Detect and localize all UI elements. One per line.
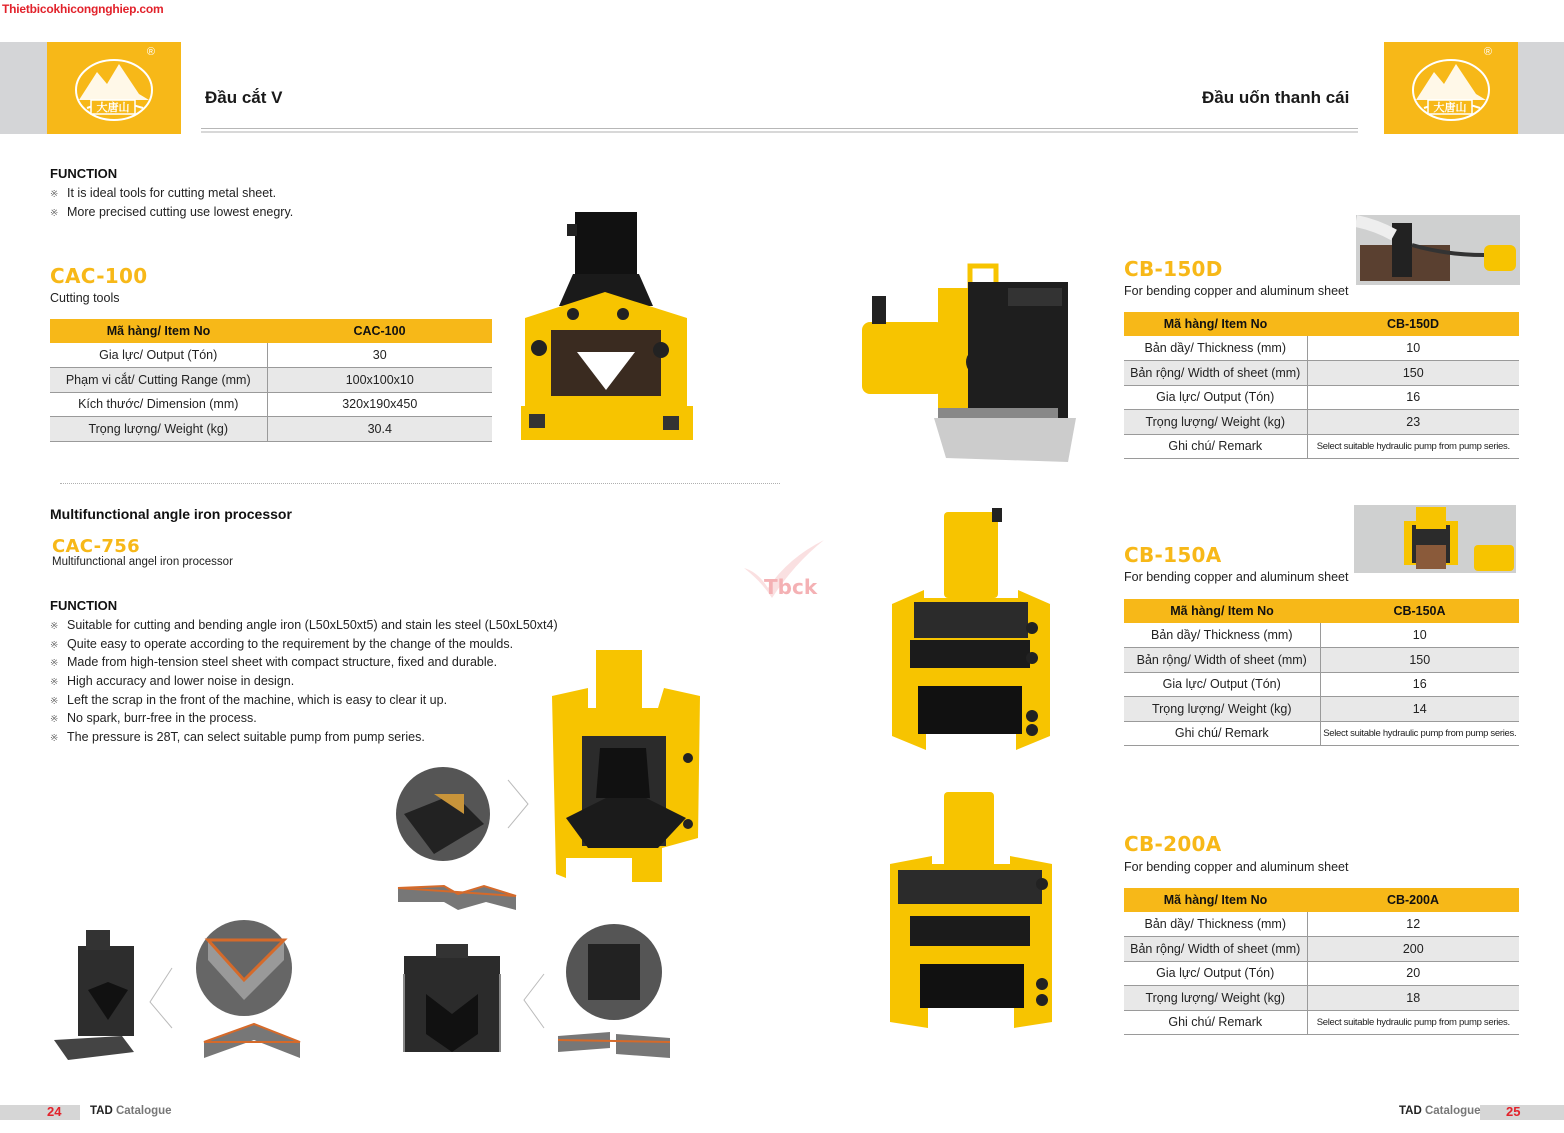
- cb150d-usage-image: [1356, 215, 1520, 285]
- footer-bar-left: [0, 1105, 80, 1120]
- cac100-product-image: [515, 210, 695, 450]
- multi-heading: Multifunctional angle iron processor: [50, 506, 292, 522]
- model-subtitle-cb200a: For bending copper and aluminum sheet: [1124, 860, 1349, 874]
- mountain-logo-icon: [69, 50, 159, 128]
- table-row: Bản rộng/ Width of sheet (mm) 150: [1124, 361, 1519, 386]
- model-title-cac100: CAC-100: [50, 264, 148, 288]
- table-row: Gia lực/ Output (Tón) 20: [1124, 961, 1519, 986]
- bullet-icon: ※: [50, 639, 59, 651]
- mountain-logo-icon: [1406, 50, 1496, 128]
- list-item: ※ Suitable for cutting and bending angle iron (L50xL50xt5) and stain les steel (L50xL50xt4): [50, 616, 558, 635]
- table-row: Gia lực/ Output (Tón) 16: [1124, 672, 1519, 697]
- brand-logo-right: ® 大唐山: [1384, 42, 1518, 134]
- list-item: ※ More precised cutting use lowest enegry.: [50, 203, 293, 222]
- table-row: Bản dầy/ Thickness (mm) 10: [1124, 336, 1519, 361]
- table-row: Phạm vi cắt/ Cutting Range (mm) 100x100x10: [50, 368, 492, 393]
- function-heading-2: FUNCTION: [50, 598, 118, 613]
- bullet-icon: ※: [50, 677, 59, 689]
- right-section-title: Đầu uốn thanh cái: [1202, 88, 1350, 107]
- table-row: Ghi chú/ Remark Select suitable hydraulic pump from pump series.: [1124, 721, 1519, 746]
- header-band-left: [0, 42, 47, 134]
- table-row: Ghi chú/ Remark Select suitable hydraulic pump from pump series.: [1124, 434, 1519, 459]
- model-subtitle-cb150a: For bending copper and aluminum sheet: [1124, 570, 1349, 584]
- table-row: Bản dầy/ Thickness (mm) 10: [1124, 623, 1519, 648]
- spec-table-cb150a: Mã hàng/ Item No CB-150A Bản dầy/ Thickness (mm) 10 Bản rộng/ Width of sheet (mm) 150 Gia lực/ Output (Tón) 16 Trọng lượng/ Weight (kg) 14 Ghi chú/ Remark Select suitable hydraulic pump from pump series.: [1124, 599, 1519, 746]
- cac756-detail-cutting: [394, 764, 540, 914]
- table-row: Gia lực/ Output (Tón) 16: [1124, 385, 1519, 410]
- cb150a-usage-image: [1354, 505, 1516, 573]
- list-item: ※ No spark, burr-free in the process.: [50, 709, 558, 728]
- title-divider: [201, 128, 1358, 133]
- model-title-cb200a: CB-200A: [1124, 832, 1222, 856]
- cac756-product-image: [548, 648, 704, 886]
- table-row: Gia lực/ Output (Tón) 30: [50, 343, 492, 368]
- cb200a-product-image: [886, 788, 1056, 1034]
- table-row: Trọng lượng/ Weight (kg) 18: [1124, 986, 1519, 1011]
- table-row: Bản rộng/ Width of sheet (mm) 150: [1124, 648, 1519, 673]
- model-title-cb150a: CB-150A: [1124, 543, 1222, 567]
- page-number-right: 25: [1506, 1104, 1521, 1119]
- brand-logo-left: ® 大唐山: [47, 42, 181, 134]
- logo-text: 大唐山: [1433, 101, 1467, 114]
- function-list: [50, 184, 293, 221]
- cac756-bending-detail: [48, 920, 304, 1070]
- footer-catalogue-left: TAD Catalogue: [90, 1105, 172, 1117]
- list-item: ※ Made from high-tension steel sheet with compact structure, fixed and durable.: [50, 653, 558, 672]
- section-divider: [60, 483, 780, 484]
- footer-bar-right: [1480, 1105, 1564, 1120]
- page-number-left: 24: [47, 1104, 62, 1119]
- list-item: ※ Left the scrap in the front of the machine, which is easy to clear it up.: [50, 691, 558, 710]
- table-row: Trọng lượng/ Weight (kg) 14: [1124, 697, 1519, 722]
- spec-table-cb150d: Mã hàng/ Item No CB-150D Bản dầy/ Thickness (mm) 10 Bản rộng/ Width of sheet (mm) 150 Gia lực/ Output (Tón) 16 Trọng lượng/ Weight (kg) 23 Ghi chú/ Remark Select suitable hydraulic pump from pump series.: [1124, 312, 1519, 459]
- bullet-icon: ※: [50, 658, 59, 670]
- bullet-icon: ※: [50, 714, 59, 726]
- header-band-right: [1518, 42, 1564, 134]
- table-row: Ghi chú/ Remark Select suitable hydraulic pump from pump series.: [1124, 1010, 1519, 1035]
- bullet-icon: ※: [50, 733, 59, 745]
- spec-table-cac100: Mã hàng/ Item No CAC-100 Gia lực/ Output (Tón) 30 Phạm vi cắt/ Cutting Range (mm) 100x100x10 Kích thước/ Dimension (mm) 320x190x450 Trọng lượng/ Weight (kg) 30.4: [50, 319, 492, 442]
- model-subtitle-cac756: Multifunctional angel iron processor: [52, 556, 233, 568]
- model-subtitle-cac100: Cutting tools: [50, 291, 120, 305]
- list-item: ※ High accuracy and lower noise in design.: [50, 672, 558, 691]
- list-item: ※ It is ideal tools for cutting metal sheet.: [50, 184, 293, 203]
- list-item: ※ The pressure is 28T, can select suitable pump from pump series.: [50, 728, 558, 747]
- function-heading: FUNCTION: [50, 166, 118, 181]
- left-section-title: Đầu cắt V: [205, 88, 283, 107]
- model-title-cb150d: CB-150D: [1124, 257, 1223, 281]
- table-row: Bản rộng/ Width of sheet (mm) 200: [1124, 937, 1519, 962]
- table-row: Trọng lượng/ Weight (kg) 23: [1124, 410, 1519, 435]
- table-row: Trọng lượng/ Weight (kg) 30.4: [50, 417, 492, 442]
- cb150a-product-image: [888, 504, 1054, 756]
- svg-text:Tbck: Tbck: [764, 575, 818, 599]
- tbck-watermark-logo: [738, 538, 830, 600]
- bullet-icon: ※: [50, 695, 59, 707]
- footer-catalogue-right: TAD Catalogue: [1399, 1105, 1481, 1117]
- site-watermark: Thietbicokhicongnghiep.com: [2, 2, 164, 16]
- table-row: Bản dầy/ Thickness (mm) 12: [1124, 912, 1519, 937]
- bullet-icon: ※: [50, 189, 59, 200]
- function-list-2: [50, 616, 558, 747]
- cb150d-product-image: [858, 258, 1080, 464]
- spec-table-cb200a: Mã hàng/ Item No CB-200A Bản dầy/ Thickness (mm) 12 Bản rộng/ Width of sheet (mm) 200 Gia lực/ Output (Tón) 20 Trọng lượng/ Weight (kg) 18 Ghi chú/ Remark Select suitable hydraulic pump from pump series.: [1124, 888, 1519, 1035]
- bullet-icon: ※: [50, 207, 59, 219]
- model-title-cac756: CAC-756: [52, 536, 140, 557]
- list-item: ※ Quite easy to operate according to the requirement by the change of the moulds.: [50, 635, 558, 654]
- bullet-icon: ※: [50, 621, 59, 632]
- logo-text: 大唐山: [96, 101, 130, 114]
- cac756-punch-detail: [396, 924, 676, 1070]
- model-subtitle-cb150d: For bending copper and aluminum sheet: [1124, 284, 1349, 298]
- table-row: Kích thước/ Dimension (mm) 320x190x450: [50, 392, 492, 417]
